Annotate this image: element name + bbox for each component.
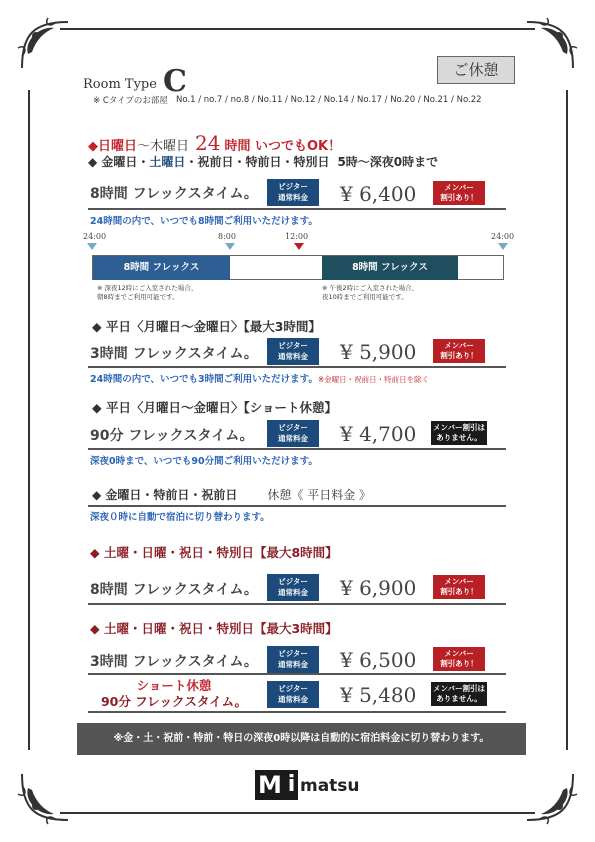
status-badge: ご休憩 (437, 56, 515, 84)
section1-range: ～木曜日 (137, 139, 190, 154)
frame-left-line (28, 90, 30, 750)
timeline-segment-1: 8時間 フレックス (93, 256, 230, 280)
timeline-segment-2: 8時間 フレックス (322, 256, 458, 280)
section1-friday: ◆ 金曜日・ (88, 155, 150, 169)
timeline-note-right: ※ 午後2時にご入室された場合、 夜10時までご利用可能です。 (322, 284, 419, 301)
section5-price: ¥ 6,900 (340, 576, 417, 600)
section1-note: 24時間の内で、いつでも8時間ご利用いただけます。 (90, 216, 318, 227)
section6-plan: 3時間 フレックスタイム。 (90, 654, 258, 670)
timeline-label-2: 12:00 (285, 232, 309, 241)
section2-note-main: 24時間の内で、いつでも3時間ご利用いただけます。 (90, 374, 318, 385)
section1-sunday: ◆日曜日 (88, 139, 137, 154)
rooms-note: ※ Cタイプのお部屋 (93, 96, 168, 106)
short-rest-member-tag: メンバー割引は ありません。 (431, 682, 487, 706)
short-rest-price: ¥ 5,480 (340, 683, 417, 707)
section5-plan: 8時間 フレックスタイム。 (90, 582, 258, 598)
room-type-label: Room Type (83, 77, 157, 92)
section5-member-tag: メンバー 割引あり！ (433, 575, 485, 599)
section5-visitor-tag: ビジター 通常料金 (267, 574, 319, 601)
short-rest-title (84, 678, 264, 710)
section1-saturday: 土曜日 (149, 155, 186, 169)
section3-visitor-tag: ビジター 通常料金 (267, 420, 319, 447)
section4-rate: 休憩《 平日料金 》 (267, 488, 372, 502)
section4-underline (88, 505, 506, 507)
section3-plan: 90分 フレックスタイム。 (90, 428, 254, 444)
timeline-marker-1 (225, 243, 235, 250)
corner-ornament-top-left (14, 14, 76, 76)
rooms-list: No.1 / no.7 / no.8 / No.11 / No.12 / No.14 / No.17 / No.20 / No.21 / No.22 (176, 95, 482, 105)
section1-member-tag: メンバー 割引あり！ (433, 181, 485, 205)
section1-anytime: 時間 いつでもOK！ (224, 139, 342, 154)
logo-i: i (285, 770, 298, 800)
short-rest-line2: 90分 フレックスタイム。 (100, 694, 248, 709)
section5-heading: ◆ 土曜・日曜・祝日・特別日【最大8時間】 (90, 545, 338, 560)
timeline-note-left: ※ 深夜12時にご入室された場合、 朝8時までご利用可能です。 (97, 284, 198, 301)
section2-price: ¥ 5,900 (340, 340, 417, 364)
section1-holidays: ・祝前日・特前日・特別日 (185, 155, 330, 169)
timeline-marker-3 (498, 243, 508, 250)
section3-price: ¥ 4,700 (340, 422, 417, 446)
frame-bottom-line (60, 812, 535, 814)
short-rest-visitor-tag: ビジター 通常料金 (267, 681, 319, 708)
frame-right-line (566, 90, 568, 750)
section3-note: 深夜0時まで、いつでも90分間ご利用いただけます。 (90, 456, 318, 467)
section4-days: ◆ 金曜日・特前日・祝前日 (92, 488, 238, 502)
section1-visitor-tag: ビジター 通常料金 (267, 179, 319, 206)
logo-text: matsu (300, 776, 360, 796)
short-rest-underline (88, 711, 506, 713)
timeline-label-1: 8:00 (218, 232, 236, 241)
section2-underline (88, 366, 506, 368)
section1-line2 (88, 153, 438, 170)
section3-heading: ◆ 平日〈月曜日～金曜日〉【ショート休憩】 (92, 400, 337, 415)
section2-note-exception: ※金曜日・祝前日・特前日を除く (317, 375, 430, 384)
timeline-label-3: 24:00 (491, 232, 515, 241)
short-rest-line1: ショート休憩 (136, 678, 212, 693)
section3-member-tag: メンバー割引は ありません。 (431, 421, 487, 445)
section1-underline (88, 208, 506, 210)
section2-note (90, 371, 429, 385)
corner-ornament-bottom-left (14, 766, 76, 828)
section6-underline (88, 673, 506, 675)
section1-price: ¥ 6,400 (340, 182, 417, 206)
section6-visitor-tag: ビジター 通常料金 (267, 646, 319, 673)
section4-heading (92, 486, 371, 503)
section2-heading: ◆ 平日〈月曜日～金曜日〉【最大3時間】 (92, 319, 321, 334)
section2-visitor-tag: ビジター 通常料金 (267, 338, 319, 365)
section3-underline (88, 448, 506, 450)
footer-notice: ※金・土・祝前・特前・特日の深夜0時以降は自動的に宿泊料金に切り替わります。 (77, 723, 526, 755)
section6-heading: ◆ 土曜・日曜・祝日・特別日【最大3時間】 (90, 621, 338, 636)
section6-price: ¥ 6,500 (340, 648, 417, 672)
section1-hours-range: 5時～深夜0時まで (337, 155, 439, 169)
timeline-label-0: 24:00 (83, 232, 107, 241)
timeline-marker-2 (294, 243, 304, 250)
logo-m: M (255, 770, 285, 800)
section2-member-tag: メンバー 割引あり！ (433, 339, 485, 363)
section5-underline (88, 603, 506, 605)
corner-ornament-bottom-right (519, 766, 581, 828)
section1-hours: 24 (195, 131, 221, 155)
timeline-marker-0 (87, 243, 97, 250)
section2-plan: 3時間 フレックスタイム。 (90, 346, 258, 362)
section4-note: 深夜０時に自動で宿泊に切り替わります。 (90, 512, 270, 523)
section1-line1 (88, 131, 341, 155)
room-type-letter: C (162, 64, 187, 99)
frame-top-line (60, 28, 535, 30)
section1-plan: 8時間 フレックスタイム。 (90, 186, 258, 202)
section6-member-tag: メンバー 割引あり！ (433, 647, 485, 671)
corner-ornament-top-right (519, 14, 581, 76)
